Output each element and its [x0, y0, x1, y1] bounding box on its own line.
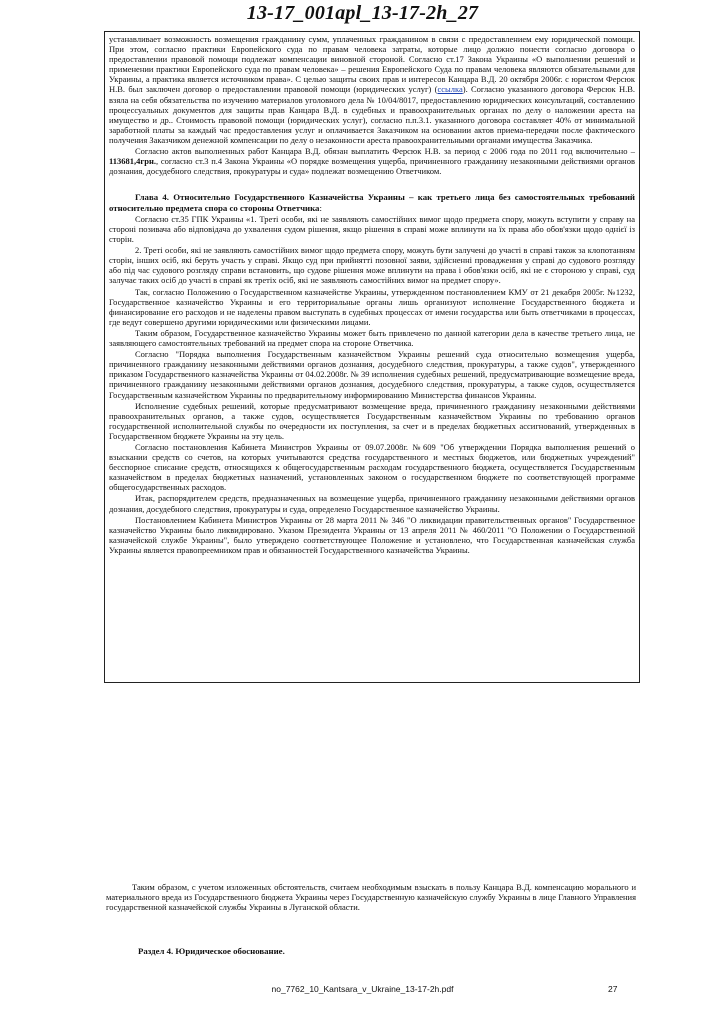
paragraph-9: Согласно постановления Кабинета Министров Украины от 09.07.2008г. №609 "Об утверждении Порядка выполнения решений о взыскании средств со счетов, на которых учитываются средства государственного и местных бюджетов, или бюджетных учреждений" бесспорное списание средств, относящихся к общегосударственным расходам государственного бюджета, осуществляется Государственным казначейством в пределах бюджетных назначений, установленных законом о государственном бюджете по соответствующей программе общегосударственных расходов. — [109, 441, 635, 493]
section-4-title: Раздел 4. Юридическое обоснование. — [138, 946, 285, 956]
source-link[interactable]: ссылка — [437, 84, 463, 95]
conclusion-paragraph: Таким образом, с учетом изложенных обстоятельств, считаем необходимым взыскать в пользу Канцара В.Д. компенсацию морального и материального вреда из Государственного бюджета Украины через Государственную казначейскую службу Украины в лице Главного Управления государственной казначейской службы Украины в Луганской области. — [106, 882, 636, 913]
paragraph-1: устанавливает возможность возмещения гражданину сумм, уплаченных гражданином в связи с предоставлением ему юридической помощи. При этом, согласно практики Европейского суда по правам человека затраты, которые лицо должно понести согласно договора о предоставлении правовой помощи подлежат компенсации виновной стороной. Согласно ст.17 Закона Украины «О выполнении решений и применении практики Европейского суда по правам человека» – решения Европейского Суда по правам человека являются обязательными для Украины, а практика является источником права». С целью защиты своих прав и интересов Канцара В.Д. 20 октября 2006г. с юристом Ферсюк Н.В. был заключен договор о предоставлении правовой помощи (юридических услуг) (ссылка). Согласно указанного договора Ферсюк Н.В. взяла на себя обязательства по изучению материалов уголовного дела № 10/04/8017, предоставлению юридических консультаций, составлению процессуальных документов для защиты прав Канцара В.Д. в судебных и правоохранительных органах по делу о наложении ареста на имущество и др.. Стоимость правовой помощи (юридических услуг), согласно п.п.3.1. указанного договора составляет 40% от минимальной заработной платы за каждый час предоставления услуг и оплачивается Заказчиком на основании актов приема-передачи после фактического получения Заказчиком денежной компенсации по делу о незаконности ареста правоохранительными органами имущества Заказчика. — [109, 34, 635, 145]
paragraph-8: Исполнение судебных решений, которые предусматривают возмещение вреда, причиненного гражданину незаконными действиями правоохранительных органов, а также судов, осуществляется Государственным казначейством Украины по требованию органов государственной исполнительной службы по очередности их поступления, за счет и в пределах бюджетных ассигнований, утвержденных в Государственном бюджете Украины на эту цель. — [109, 400, 635, 441]
paragraph-5: Так, согласно Положению о Государственном казначействе Украины, утвержденном постановлением КМУ от 21 декабря 2005г. №1232, Государственное казначейство Украины и его территориальные органы лишь организуют исполнение Государственного бюджета и финансирование его расходов и не наделены правом выступать в судебных процессах от имени государства или быть ответчиками в процессах, где ведут совершено другими юридическими или физическими лицами. — [109, 286, 635, 327]
paragraph-4: 2. Треті особи, які не заявляють самостійних вимог щодо предмета спору, можуть бути залучені до участі в справі також за клопотанням сторін, інших осіб, які беруть участь у справі. Якщо суд при прийнятті позовної заяви, здійсненні провадження у справі до судового розгляду або під час судового розгляду справи встановить, що судове рішення може вплинути на права і обов'язки осіб, які не є стороною у справі, суд залучає таких осіб до участі в справі як третіх осіб, які не заявляють самостійних вимог на предмет спору». — [109, 245, 635, 286]
paragraph-11: Постановлением Кабинета Министров Украины от 28 марта 2011 № 346 "О ликвидации правительственных органов" Государственное казначейство Украины было ликвидировано. Указом Президента Украины от 13 апреля 2011 № 460/2011 "О Положении о Государственной казначейской службе Украины", было утверждено соответствующее Положение и установлено, что Государственная казначейская служба Украины является правопреемником прав и обязанностей Государственного казначейства Украины. — [109, 514, 635, 555]
bordered-text-block — [104, 31, 640, 683]
paragraph-10: Итак, распорядителем средств, предназначенных на возмещение ущерба, причиненного гражданину незаконными действиями органов дознания, досудебного следствия, прокуратуры и суда, определено Государственное казначейство Украины. — [109, 493, 635, 514]
paragraph-3: Согласно ст.35 ГПК Украины «1. Треті особи, які не заявляють самостійних вимог щодо предмета спору, можуть вступити у справу на стороні позивача або відповідача до ухвалення судом рішення, якщо рішення в справі може вплинути на їх права або обов'язки щодо однієї із сторін. — [109, 213, 635, 245]
paragraph-2: Согласно актов выполненных работ Канцара В.Д. обязан выплатить Ферсюк Н.В. за период с 2006 года по 2011 год включительно – 113681,4грн., согласно ст.3 п.4 Закона Украины «О порядке возмещения ущерба, причиненного гражданину незаконными действиями органов дознания, досудебного следствия, прокуратуры и суда» подлежат возмещению Ответчиком. — [109, 146, 635, 177]
paragraph-7: Согласно "Порядка выполнения Государственным казначейством Украины решений суда относительно возмещения ущерба, причиненного гражданину незаконными действиями органов дознания, досудебного следствия, прокуратуры, а также судов", утвержденного приказом Государственного казначейства Украины от 04.02.2008г. № 39 исполнения судебных решений, предусматривающие возмещение вреда, причиненного гражданину незаконными действиями органов дознания, досудебного следствия, прокуратуры, а также судов, осуществляется Государственным казначейством Украины по предварительному информированию Министерства финансов Украины. — [109, 349, 635, 400]
document-header: 13-17_001apl_13-17-2h_27 — [246, 2, 479, 24]
chapter-4-heading: Глава 4. Относительно Государственного Казначейства Украины – как третьего лица без самостоятельных требований относительно предмета спора со стороны Ответчика: — [109, 192, 635, 213]
amount-value: 113681,4грн. — [109, 156, 157, 167]
footer-filename: no_7762_10_Kantsara_v_Ukraine_13-17-2h.pdf — [271, 984, 454, 994]
paragraph-6: Таким образом, Государственное казначейство Украины может быть привлечено по данной категории дела в качестве третьего лица, не заявляющего самостоятельных требований на предмет спора на стороне Ответчика. — [109, 327, 635, 349]
page-number: 27 — [608, 984, 618, 994]
